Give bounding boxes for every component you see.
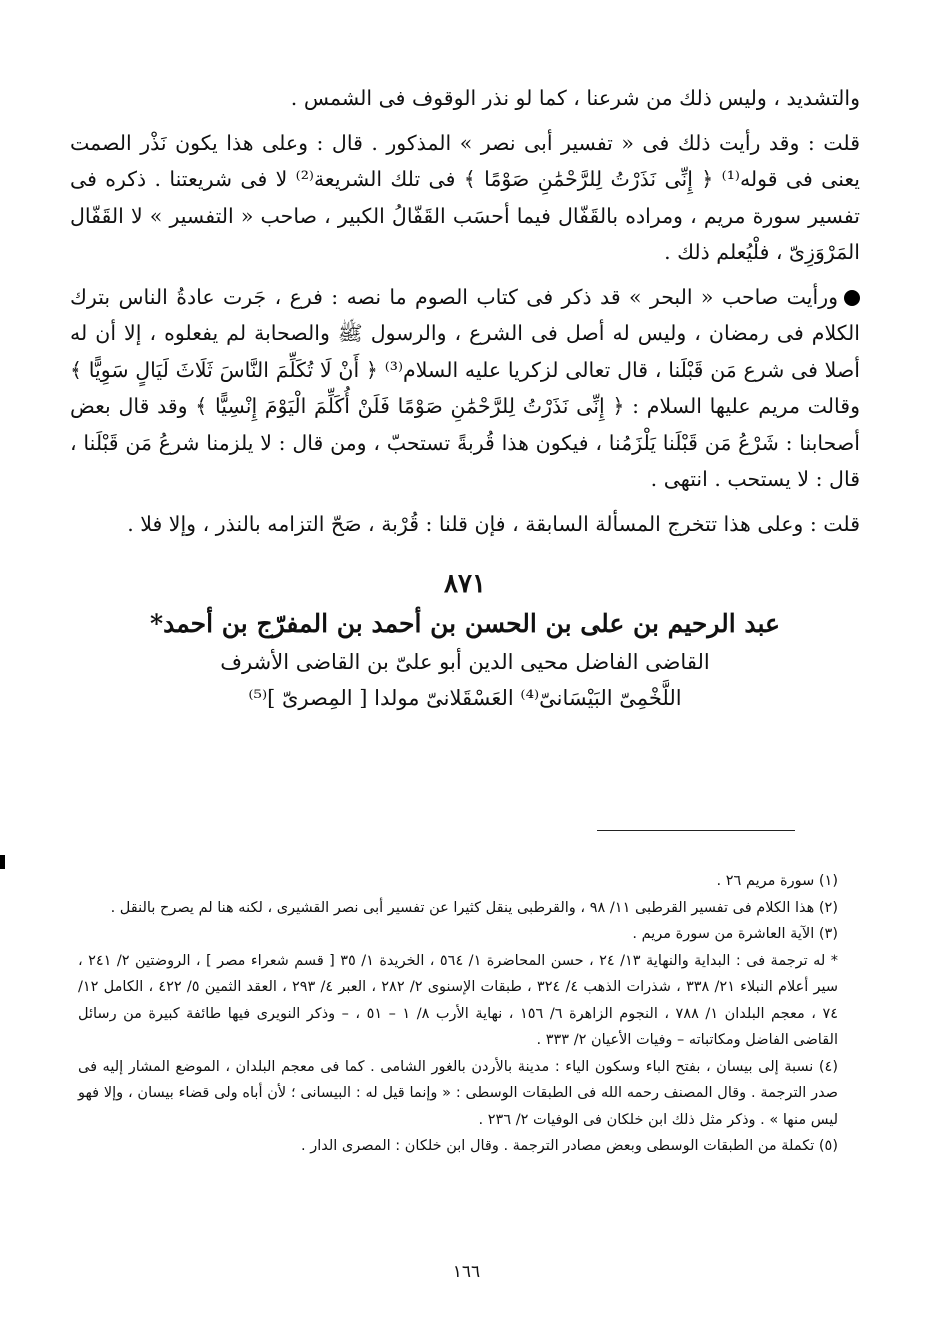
body-text	[70, 80, 860, 542]
paragraph-1: والتشديد ، وليس ذلك من شرعنا ، كما لو نذر الوقوف فى الشمس .	[290, 86, 860, 110]
entry-title-line-2: اللَّخْمِىّ البَيْسَانىّ⁽⁴⁾ العَسْقَلانىّ مولدا [ المِصرىّ ]⁽⁵⁾	[248, 686, 682, 710]
entry-heading	[70, 564, 860, 716]
entry-title-line-1: القاضى الفاضل محيى الدين أبو علىّ بن القاضى الأشرف	[220, 650, 710, 674]
paragraph-2: قلت : وقد رأيت ذلك فى « تفسير أبى نصر » المذكور . قال : وعلى هذا يكون نَذْر الصمت يعنى فى قوله⁽¹⁾ ﴿ إِنِّى نَذَرْتُ لِلرَّحْمَٰنِ صَوْمًا ﴾ فى تلك الشريعة⁽²⁾ لا فى شريعتنا . ذكره فى تفسير سورة مريم ، ومراده بالقَفّال فيما أحسَب القَفّالُ الكبير ، صاحب « التفسير » لا القَفّال المَرْوَزِىّ ، فلْيُعلم ذلك .	[70, 130, 860, 264]
paragraph-3	[70, 279, 860, 498]
footnotes	[78, 868, 838, 1160]
footnote-4: (٤) نسبة إلى بيسان ، بفتح الباء وسكون الياء : مدينة بالأردن بالغور الشامى . كما فى معجم البلدان ، الموضع المشار إليه فى صدر الترجمة . وقال المصنف رحمه الله فى الطبقات الوسطى : « وإنما قيل له : البيسانى ؛ لأن أباه ولى قضاء بيسان ، وإلا فهو ليس منها » . وذكر مثل ذلك ابن خلكان فى الوفيات ٢/ ٢٣٦ .	[78, 1058, 838, 1128]
footnote-1: (١) سورة مريم ٢٦ .	[716, 873, 838, 889]
paragraph-4: قلت : وعلى هذا تتخرج المسألة السابقة ، فإن قلنا : قُرْبة ، صَحّ التزامه بالنذر ، وإلا فلا .	[127, 511, 860, 536]
footnote-2: (٢) هذا الكلام فى تفسير القرطبى ١١/ ٩٨ ، والقرطبى ينقل كثيرا عن تفسير أبى نصر القشيرى ، لكنه هنا لم يصرح بالنقل .	[110, 899, 838, 916]
footnote-5: (٥) تكملة من الطبقات الوسطى وبعض مصادر الترجمة . وقال ابن خلكان : المصرى الدار .	[301, 1138, 838, 1154]
footnote-divider	[597, 830, 795, 831]
footnote-bio-sources: * له ترجمة فى : البداية والنهاية ١٣/ ٢٤ ، حسن المحاضرة ١/ ٥٦٤ ، الخريدة ١/ ٣٥ [ قسم شعراء مصر ] ، الروضتين ٢/ ٢٤١ ، سير أعلام النبلاء ٢١/ ٣٣٨ ، شذرات الذهب ٤/ ٣٢٤ ، طبقات الإسنوى ٢/ ٢٨٢ ، العبر ٤/ ٢٩٣ ، العقد الثمين ٥/ ٤٢٢ ، الكامل ١٢/ ٧٤ ، معجم البلدان ١/ ٧٨٨ ، النجوم الزاهرة ٦/ ١٥٦ ، نهاية الأرب ٨/ ١ – ٥١ ، – وذكر النويرى فيها طائفة كبيرة من رسائل القاضى الفاضل ومكاتباته – وفيات الأعيان ٢/ ٣٣٣ .	[78, 952, 839, 1048]
page-number: ١٦٦	[452, 1262, 481, 1282]
page-content	[70, 80, 860, 716]
bullet-icon	[844, 290, 860, 306]
entry-name: عبد الرحيم بن على بن الحسن بن أحمد بن المفرّج بن أحمد*	[150, 609, 780, 638]
entry-number: ٨٧١	[444, 569, 486, 599]
scan-edge-mark	[0, 855, 5, 869]
paragraph-3-text: ورأيت صاحب « البحر » قد ذكر فى كتاب الصوم ما نصه : فرع ، جَرت عادةُ الناس بترك الكلام فى رمضان ، وليس له أصل فى الشرع ، والرسول ﷺ والصحابة لم يفعلوه ، إلا أن له أصلا فى شرع مَن قَبْلَنا ، قال تعالى لزكريا عليه السلام⁽³⁾ ﴿ أَنْ لَا تُكَلِّمَ النَّاسَ ثَلَاثَ لَيَالٍ سَوِيًّا ﴾ وقالت مريم عليها السلام : ﴿ إِنِّى نَذَرْتُ لِلرَّحْمَٰنِ صَوْمًا فَلَنْ أُكَلِّمَ الْيَوْمَ إِنْسِيًّا ﴾ وقد قال بعض أصحابنا : شَرْعُ مَن قَبْلَنا يَلْزَمُنا ، فيكون هذا قُربةً تستحبّ ، ومن قال : لا يلزمنا شرعُ مَن قَبْلَنا ، قال : لا يستحب . انتهى .	[70, 284, 861, 491]
footnote-3: (٣) الآية العاشرة من سورة مريم .	[632, 926, 838, 942]
